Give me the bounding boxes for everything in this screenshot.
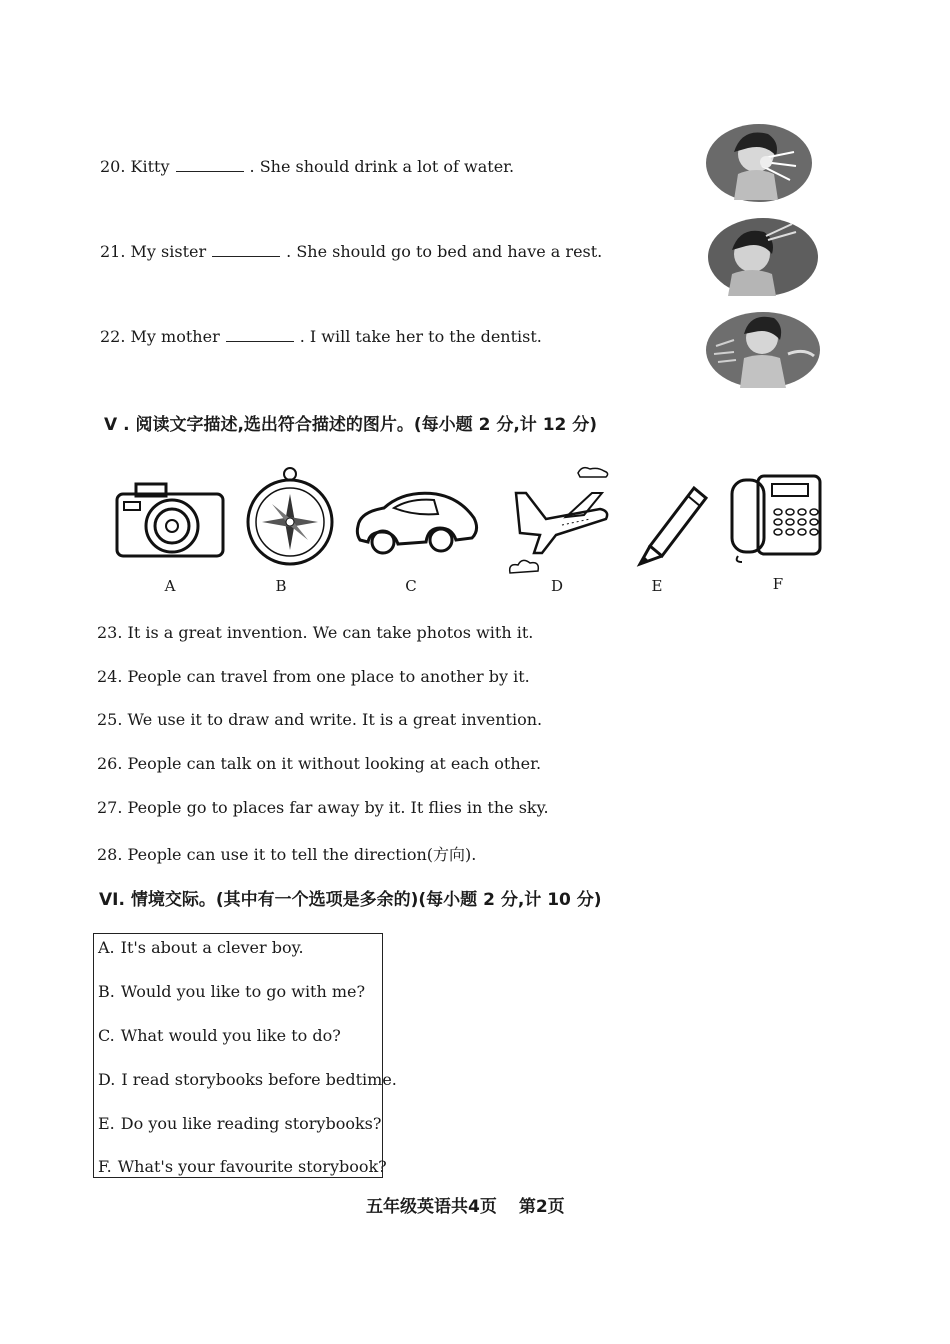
option-c: C. What would you like to do? [98, 1026, 341, 1045]
answer-blank-21[interactable] [212, 242, 280, 257]
girl-headache-picture [706, 216, 820, 298]
question-27: 27. People go to places far away by it. It flies in the sky. [97, 798, 549, 817]
option-a: A. It's about a clever boy. [98, 938, 304, 957]
page-footer [366, 1192, 565, 1217]
section-v-heading: V . 阅读文字描述,选出符合描述的图片。(每小题 2 分,计 12 分) [104, 415, 598, 435]
airplane-icon [506, 463, 612, 583]
answer-blank-22[interactable] [226, 327, 294, 342]
question-26: 26. People can talk on it without looking at each other. [97, 754, 542, 773]
car-icon [354, 488, 482, 556]
option-e: E. Do you like reading storybooks? [98, 1114, 382, 1133]
question-24: 24. People can travel from one place to another by it. [97, 667, 530, 686]
option-d: D. I read storybooks before bedtime. [98, 1070, 397, 1089]
question-23: 23. It is a great invention. We can take photos with it. [97, 623, 534, 642]
girl-sneezing-picture [704, 122, 814, 204]
picture-label-c: C [405, 577, 417, 595]
options-box [93, 933, 397, 1178]
question-21: 21. My sister . She should go to bed and have a rest. [100, 242, 603, 261]
picture-label-e: E [651, 577, 663, 595]
section-vi-heading: VI. 情境交际。(其中有一个选项是多余的)(每小题 2 分,计 10 分) [99, 890, 602, 910]
woman-toothache-picture [704, 310, 822, 390]
camera-icon [114, 480, 226, 560]
picture-label-f: F [772, 575, 784, 593]
option-b: B. Would you like to go with me? [98, 982, 366, 1001]
telephone-icon [728, 472, 824, 564]
footer-total-pages: 五年级英语共4页 [366, 1197, 497, 1217]
pencil-icon [632, 480, 712, 568]
picture-label-d: D [550, 577, 564, 595]
question-25: 25. We use it to draw and write. It is a great invention. [97, 710, 543, 729]
answer-blank-20[interactable] [176, 157, 244, 172]
picture-label-a: A [164, 577, 176, 595]
question-22: 22. My mother . I will take her to the dentist. [100, 327, 542, 346]
footer-page-number: 第2页 [518, 1197, 565, 1217]
compass-icon [244, 466, 336, 566]
question-20: 20. Kitty . She should drink a lot of water. [100, 157, 515, 176]
question-28: 28. People can use it to tell the direction(方向). [97, 845, 477, 864]
option-f: F. What's your favourite storybook? [98, 1157, 387, 1176]
picture-label-b: B [275, 577, 287, 595]
